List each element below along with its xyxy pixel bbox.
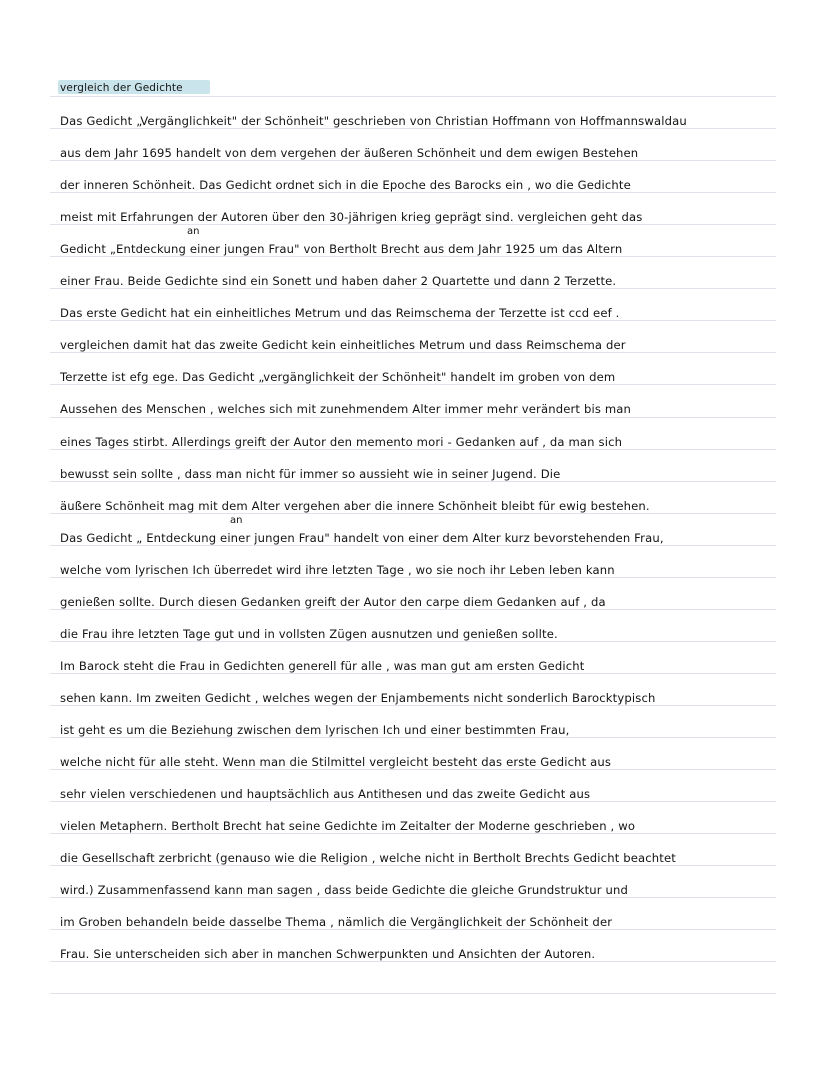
text-line: Terzette ist efg ege. Das Gedicht „vergänglichkeit der Schönheit" handelt im groben von dem	[60, 370, 616, 385]
text-line: wird.) Zusammenfassend kann man sagen , dass beide Gedichte die gleiche Grundstruktur und	[60, 883, 629, 898]
text-line: sehr vielen verschiedenen und hauptsächlich aus Antithesen und das zweite Gedicht aus	[60, 787, 591, 801]
text-line: vielen Metaphern. Bertholt Brecht hat seine Gedichte im Zeitalter der Moderne geschrieben , wo	[60, 819, 636, 834]
text-line: welche vom lyrischen Ich überredet wird ihre letzten Tage , wo sie noch ihr Leben leben kann	[60, 562, 615, 577]
text-line: Das Gedicht „ Entdeckung einer jungen Frau" handelt von einer dem Alter kurz bevorstehenden Frau,	[60, 530, 664, 545]
text-line: eines Tages stirbt. Allerdings greift der Autor den memento mori - Gedanken auf , da man sich	[60, 434, 623, 449]
text-line: Das Gedicht „Vergänglichkeit" der Schönheit" geschrieben von Christian Hoffmann von Hoffmannswaldau	[60, 114, 687, 128]
text-line: äußere Schönheit mag mit dem Alter vergehen aber die innere Schönheit bleibt für ewig bestehen.	[60, 498, 650, 513]
text-line: Im Barock steht die Frau in Gedichten generell für alle , was man gut am ersten Gedicht	[60, 658, 585, 673]
text-line: Gedicht „Entdeckung einer jungen Frau" von Bertholt Brecht aus dem Jahr 1925 um das Altern	[60, 242, 623, 257]
inserted-word: an	[187, 226, 200, 238]
text-line: ist geht es um die Beziehung zwischen dem lyrischen Ich und einer bestimmten Frau,	[60, 722, 570, 737]
text-line: der inneren Schönheit. Das Gedicht ordnet sich in die Epoche des Barocks ein , wo die Gedichte	[60, 178, 631, 193]
page-title: vergleich der Gedichte	[60, 82, 183, 94]
text-line: einer Frau. Beide Gedichte sind ein Sonett und haben daher 2 Quartette und dann 2 Terzette.	[60, 274, 617, 289]
text-line: aus dem Jahr 1695 handelt von dem vergehen der äußeren Schönheit und dem ewigen Bestehen	[60, 146, 639, 161]
text-line: bewusst sein sollte , dass man nicht für immer so aussieht wie in seiner Jugend. Die	[60, 466, 561, 481]
text-line: im Groben behandeln beide dasselbe Thema , nämlich die Vergänglichkeit der Schönheit der	[60, 915, 613, 930]
text-line: die Frau ihre letzten Tage gut und in vollsten Zügen ausnutzen und genießen sollte.	[60, 626, 558, 641]
text-line: Das erste Gedicht hat ein einheitliches Metrum und das Reimschema der Terzette ist ccd eef .	[60, 306, 620, 321]
text-line: vergleichen damit hat das zweite Gedicht kein einheitliches Metrum und dass Reimschema der	[60, 338, 626, 353]
text-line: Frau. Sie unterscheiden sich aber in manchen Schwerpunkten und Ansichten der Autoren.	[60, 947, 596, 962]
text-line: genießen sollte. Durch diesen Gedanken greift der Autor den carpe diem Gedanken auf , da	[60, 594, 606, 609]
ruled-line	[50, 993, 776, 994]
inserted-word: an	[230, 514, 243, 526]
text-line: meist mit Erfahrungen der Autoren über den 30-jährigen krieg geprägt sind. vergleichen geht das	[60, 210, 643, 225]
text-line: die Gesellschaft zerbricht (genauso wie die Religion , welche nicht in Bertholt Brechts Gedicht beachtet	[60, 851, 676, 866]
text-line: Aussehen des Menschen , welches sich mit zunehmendem Alter immer mehr verändert bis man	[60, 402, 632, 417]
text-line: sehen kann. Im zweiten Gedicht , welches wegen der Enjambements nicht sonderlich Barocktypisch	[60, 690, 656, 705]
text-line: welche nicht für alle steht. Wenn man die Stilmittel vergleicht besteht das erste Gedicht aus	[60, 755, 612, 769]
